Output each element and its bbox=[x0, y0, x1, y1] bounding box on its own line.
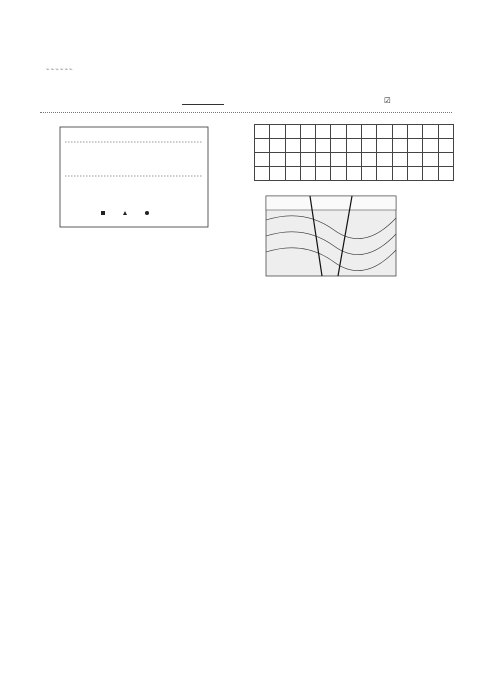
table-row bbox=[255, 139, 454, 153]
answer-icon: ☑ bbox=[384, 96, 391, 105]
answer-ref bbox=[384, 96, 391, 105]
geologic-profile-figure bbox=[254, 190, 450, 282]
table-row bbox=[255, 167, 454, 181]
shadow-figure bbox=[59, 126, 209, 228]
table-row bbox=[255, 153, 454, 167]
radiation-table bbox=[254, 124, 454, 181]
right-column bbox=[254, 122, 454, 285]
table-header-row bbox=[255, 125, 454, 139]
score-blank bbox=[182, 96, 224, 105]
decorative-mark: ⌁⌁⌁⌁⌁⌁ bbox=[46, 66, 74, 73]
header-divider bbox=[40, 112, 452, 113]
left-column bbox=[37, 122, 237, 230]
meta-line bbox=[177, 96, 224, 105]
